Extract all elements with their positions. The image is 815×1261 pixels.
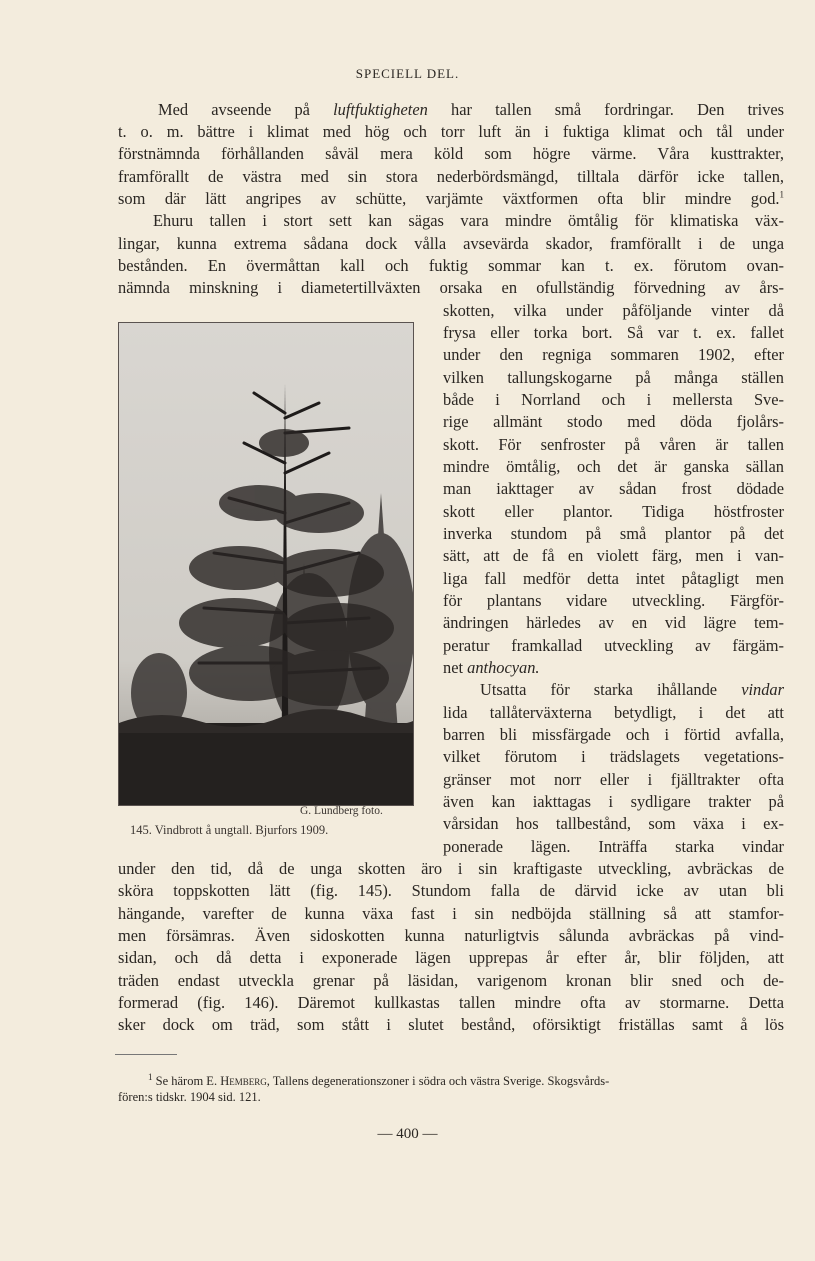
- side-line-16: peratur framkallad utveckling av färgäm-: [443, 636, 784, 655]
- side-line-7: skott. För senfroster på våren är tallen: [443, 435, 784, 454]
- side-line-14: för plantans vidare utveckling. Färgför-: [443, 591, 784, 610]
- figure-caption: 145. Vindbrott å ungtall. Bjurfors 1909.: [130, 823, 329, 837]
- side-line-15: ändringen härledes av en vid lägre tem-: [443, 613, 784, 632]
- bottom-line-5: sidan, och då detta i exponerade lägen upprepas år efter år, blir följden, att: [118, 948, 784, 967]
- side-line-25: ponerade lägen. Inträffa starka vindar: [443, 837, 784, 856]
- page-number: — 400 —: [377, 1126, 438, 1142]
- body-line-3: förstnämnda förhållanden såväl mera köld som högre värme. Våra kusttrakter,: [118, 144, 784, 163]
- figure-photo: [118, 322, 414, 806]
- body-line-9: nämnda minskning i diametertillväxten orsaka en ofullständig förvedning av års-: [118, 278, 784, 297]
- side-line-20: barren bli missfärgade och i förtid avfalla,: [443, 725, 784, 744]
- side-line-3: under den regniga sommaren 1902, efter: [443, 345, 784, 364]
- side-line-19: lida tallåterväxterna betydligt, i det att: [443, 703, 784, 722]
- footnote-post: , Tallens degenerationszoner i södra och västra Sverige. Skogsvårds-: [266, 1074, 610, 1088]
- footnote-author: Hemberg: [220, 1074, 267, 1088]
- side-line-4: vilken tallungskogarne på många ställen: [443, 368, 784, 387]
- footnote-marker: 1: [148, 1071, 153, 1082]
- side-line-2: frysa eller torka bort. Så var t. ex. fallet: [443, 323, 784, 342]
- body-line-1: [118, 99, 784, 121]
- footnote-line-2: fören:s tidskr. 1904 sid. 121.: [118, 1090, 261, 1104]
- body-line-5: [118, 188, 784, 210]
- running-header: SPECIELL DEL.: [355, 66, 460, 81]
- body-line-5-text: som där lätt angripes av schütte, varjämte växtformen ofta blir mindre god.: [118, 189, 780, 208]
- side-line-9: man iakttager av sådan frost dödade: [443, 479, 784, 498]
- side-line-6: rige allmänt stodo med döda fjolårs-: [443, 412, 784, 431]
- bottom-line-1: under den tid, då de unga skotten äro i sin kraftigaste utveckling, avbräckas de: [118, 859, 784, 878]
- line1-end: har tallen små fordringar. Den trives: [427, 100, 784, 119]
- emph-vindar: vindar: [741, 680, 784, 699]
- body-line-4: framförallt de västra med sin stora nederbördsmängd, tilltala därför icke tallen,: [118, 167, 784, 186]
- bottom-line-2: sköra toppskotten lätt (fig. 145). Stundom falla de därvid icke av utan bli: [118, 881, 784, 900]
- side-line-17-start: net: [443, 658, 468, 677]
- side-line-10: skott eller plantor. Tidiga höstfroster: [443, 502, 784, 521]
- emph-luftfuktigheten: luftfuktigheten: [333, 100, 428, 119]
- side-line-22: gränser mot norr eller i fjälltrakter ofta: [443, 770, 784, 789]
- side-line-8: mindre ömtålig, och det är ganska sällan: [443, 457, 784, 476]
- bottom-line-3: hängande, varefter de kunna växa fast i sin nedböjda ställning så att stamfor-: [118, 904, 784, 923]
- body-line-8: bestånden. En övermåttan kall och fuktig sommar kan t. ex. förutom ovan-: [118, 256, 784, 275]
- body-line-6: Ehuru tallen i stort sett kan sägas vara mindre ömtålig för klimatiska väx-: [153, 211, 784, 230]
- bottom-line-7: formerad (fig. 146). Däremot kullkastas tallen mindre ofta av stormarne. Detta: [118, 993, 784, 1012]
- side-line-17: [443, 657, 784, 679]
- emph-anthocyan: anthocyan.: [467, 658, 540, 677]
- bottom-line-8: sker dock om träd, som stått i slutet bestånd, oförsiktigt friställas samt å lös: [118, 1015, 784, 1034]
- side-line-12: sätt, att de få en violett färg, men i van-: [443, 546, 784, 565]
- footnote-line-1: [148, 1073, 609, 1089]
- side-line-18-start: Utsatta för starka ihållande: [480, 680, 742, 699]
- line1-start: Med avseende på: [158, 100, 334, 119]
- footnote-ref: 1: [779, 189, 784, 200]
- side-line-23: även kan iakttagas i sydligare trakter på: [443, 792, 784, 811]
- footnote-rule: [115, 1054, 177, 1055]
- body-line-7: lingar, kunna extrema sådana dock vålla avsevärda skador, framförallt i de unga: [118, 234, 784, 253]
- side-line-21: vilket förutom i trädslagets vegetations-: [443, 747, 784, 766]
- bottom-line-6: träden endast utveckla grenar på läsidan, varigenom kronan blir sned och de-: [118, 971, 784, 990]
- side-line-13: liga fall medför detta intet påtagligt men: [443, 569, 784, 588]
- body-line-2: t. o. m. bättre i klimat med hög och torr luft än i fuktiga klimat och tål under: [118, 122, 784, 141]
- side-line-18: [480, 679, 784, 701]
- side-line-5: både i Norrland och i mellersta Sve-: [443, 390, 784, 409]
- side-line-1: skotten, vilka under påföljande vinter då: [443, 301, 784, 320]
- side-line-24: vårsidan hos tallbestånd, som växa i ex-: [443, 814, 784, 833]
- photo-credit: G. Lundberg foto.: [300, 805, 383, 817]
- footnote-pre: Se härom E.: [155, 1074, 218, 1088]
- bottom-line-4: men försämras. Även sidoskotten kunna naturligtvis sålunda avbräckas på vind-: [118, 926, 784, 945]
- side-line-11: inverka stundom på små plantor på det: [443, 524, 784, 543]
- pine-photo-illustration: [119, 323, 413, 805]
